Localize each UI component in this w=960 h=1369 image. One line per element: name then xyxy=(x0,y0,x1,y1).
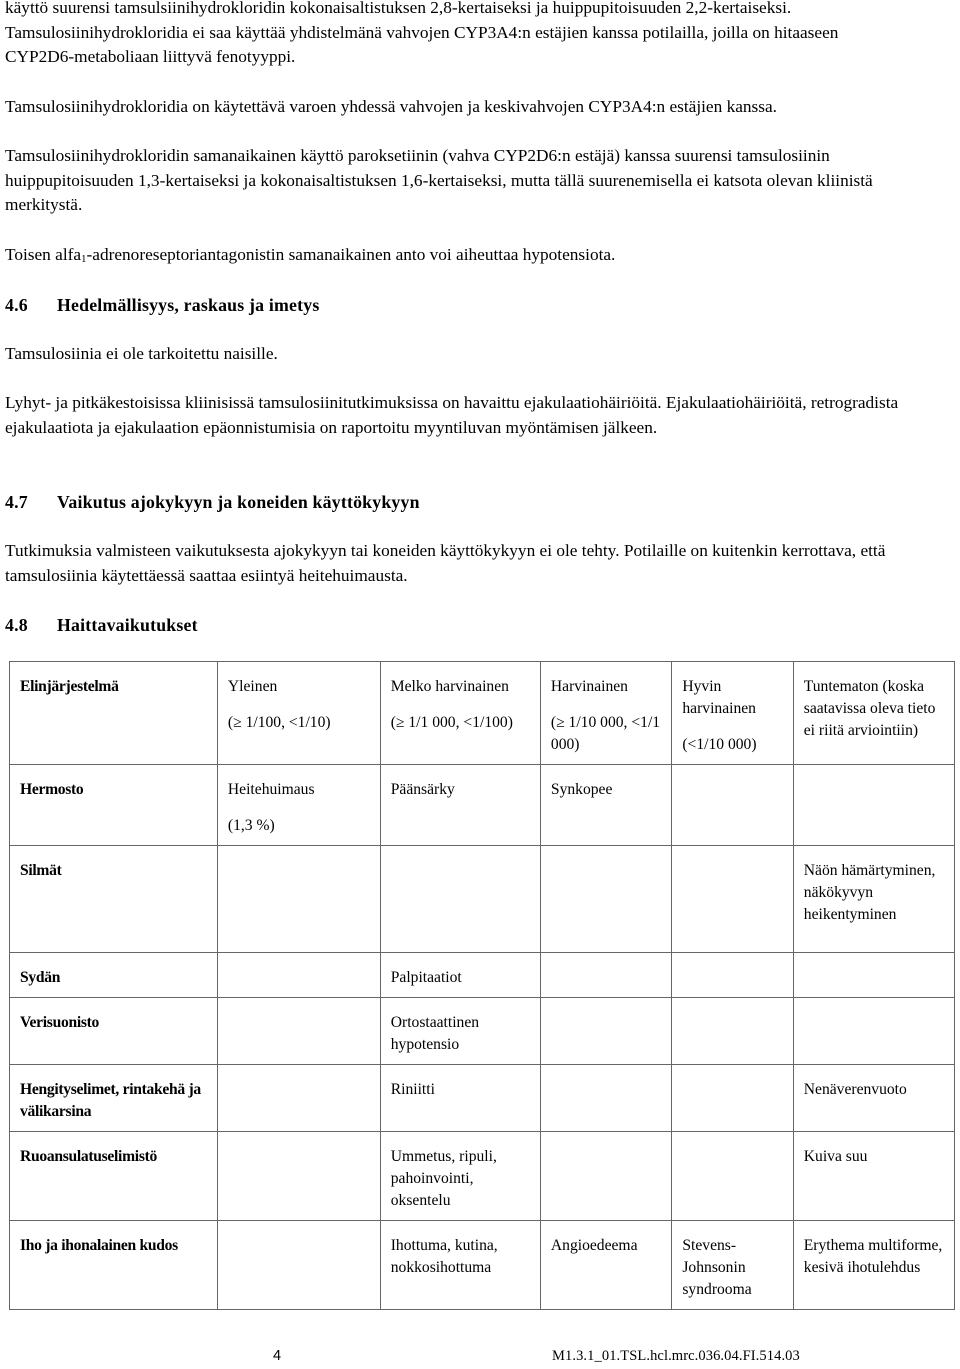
cell-uncommon xyxy=(380,846,540,953)
cell-unknown: Näön hämärtyminen, näkökyvyn heikentyminen xyxy=(793,846,954,953)
cell-common xyxy=(217,1065,380,1132)
cell-very-rare xyxy=(672,953,793,998)
paragraph-interactions-2: Tamsulosiinihydrokloridia on käytettävä varoen yhdessä vahvojen ja keskivahvojen CYP3A4:n estäjien kanssa. xyxy=(5,97,777,116)
header-organ: Elinjärjestelmä xyxy=(10,662,218,765)
heading-number: 4.6 xyxy=(5,295,28,315)
organ-cell: Hengityselimet, rintakehä ja välikarsina xyxy=(10,1065,218,1132)
header-very-rare: Hyvin harvinainen (<1/10 000) xyxy=(672,662,793,765)
table-row xyxy=(10,1065,955,1132)
cell-unknown: Kuiva suu xyxy=(793,1132,954,1221)
cell-rare xyxy=(540,953,671,998)
cell-uncommon: Palpitaatiot xyxy=(380,953,540,998)
cell-very-rare: Stevens-Johnsonin syndrooma xyxy=(672,1221,793,1310)
cell-unknown xyxy=(793,998,954,1065)
p4-text-b: -adrenoreseptoriantagonistin samanaikainen anto voi aiheuttaa hypotensiota. xyxy=(86,245,616,264)
table-row xyxy=(10,846,955,953)
cell-uncommon: Päänsärky xyxy=(380,765,540,846)
cell-unknown: Erythema multiforme, kesivä ihotulehdus xyxy=(793,1221,954,1310)
heading-text: Hedelmällisyys, raskaus ja imetys xyxy=(57,295,320,315)
organ-cell: Ruoansulatuselimistö xyxy=(10,1132,218,1221)
section-heading-4-6 xyxy=(5,293,319,318)
organ-cell: Verisuonisto xyxy=(10,998,218,1065)
cell-rare xyxy=(540,1065,671,1132)
section-heading-4-7 xyxy=(5,490,420,515)
heading-text: Vaikutus ajokykyyn ja koneiden käyttökykyyn xyxy=(57,492,420,512)
paragraph-interactions-4 xyxy=(5,243,905,268)
p4-subscript: 1 xyxy=(81,253,87,265)
cell-common xyxy=(217,953,380,998)
document-code: M1.3.1_01.TSL.hcl.mrc.036.04.FI.514.03 xyxy=(552,1348,800,1364)
cell-rare: Angioedeema xyxy=(540,1221,671,1310)
header-unknown: Tuntematon (koska saatavissa oleva tieto ei riitä arviointiin) xyxy=(793,662,954,765)
cell-uncommon: Ortostaattinen hypotensio xyxy=(380,998,540,1065)
cell-common: Heitehuimaus (1,3 %) xyxy=(217,765,380,846)
header-uncommon: Melko harvinainen (≥ 1/1 000, <1/100) xyxy=(380,662,540,765)
section-heading-4-8 xyxy=(5,613,198,638)
cell-very-rare xyxy=(672,998,793,1065)
organ-cell: Iho ja ihonalainen kudos xyxy=(10,1221,218,1310)
table-header-row xyxy=(10,662,955,765)
cell-very-rare xyxy=(672,1132,793,1221)
table-row xyxy=(10,1221,955,1310)
paragraph-fertility-2: Lyhyt- ja pitkäkestoisissa kliinisissä tamsulosiinitutkimuksissa on havaittu ejakulaatiohäiriöitä. Ejakulaatiohäiriöitä, retrogradista ejakulaatiota ja ejakulaation epäonnistumisia on raportoitu myyntiluvan myöntämisen jälkeen. xyxy=(5,393,899,437)
organ-cell: Silmät xyxy=(10,846,218,953)
adverse-effects-table xyxy=(9,661,955,1310)
paragraph-driving: Tutkimuksia valmisteen vaikutuksesta ajokykyyn tai koneiden käyttökykyyn ei ole tehty. Potilaille on kuitenkin kerrottava, että tamsulosiinia käytettäessä saattaa esiintyä heitehuimausta. xyxy=(5,541,886,585)
paragraph-fertility-1: Tamsulosiinia ei ole tarkoitettu naisille. xyxy=(5,344,278,363)
cell-very-rare xyxy=(672,765,793,846)
table-row xyxy=(10,998,955,1065)
cell-very-rare xyxy=(672,1065,793,1132)
paragraph-interactions-3: Tamsulosiinihydrokloridin samanaikainen käyttö paroksetiinin (vahva CYP2D6:n estäjä) kanssa suurensi tamsulosiinin huippupitoisuuden 1,3-kertaiseksi ja kokonaisaltistuksen 1,6-kertaiseksi, mutta tällä suurenemisella ei katsota olevan kliinistä merkitystä. xyxy=(5,146,873,215)
table-row xyxy=(10,765,955,846)
p4-text-a: Toisen alfa xyxy=(5,245,82,264)
organ-cell: Hermosto xyxy=(10,765,218,846)
header-common: Yleinen (≥ 1/100, <1/10) xyxy=(217,662,380,765)
heading-text: Haittavaikutukset xyxy=(57,615,198,635)
cell-unknown xyxy=(793,953,954,998)
cell-unknown: Nenäverenvuoto xyxy=(793,1065,954,1132)
cell-rare xyxy=(540,846,671,953)
cell-common xyxy=(217,846,380,953)
cell-uncommon: Riniitti xyxy=(380,1065,540,1132)
cell-very-rare xyxy=(672,846,793,953)
organ-cell: Sydän xyxy=(10,953,218,998)
cell-uncommon: Ihottuma, kutina, nokkosihottuma xyxy=(380,1221,540,1310)
heading-number: 4.8 xyxy=(5,615,28,635)
table-row xyxy=(10,1132,955,1221)
cell-rare xyxy=(540,1132,671,1221)
cell-rare xyxy=(540,998,671,1065)
heading-number: 4.7 xyxy=(5,492,28,512)
table-row xyxy=(10,953,955,998)
cell-common xyxy=(217,998,380,1065)
paragraph-interactions-1: käyttö suurensi tamsulsiinihydrokloridin kokonaisaltistuksen 2,8-kertaiseksi ja huippupitoisuuden 2,2-kertaiseksi. Tamsulosiinihydrokloridia ei saa käyttää yhdistelmänä vahvojen CYP3A4:n estäjien kanssa potilailla, joilla on hitaaseen CYP2D6-metaboliaan liittyvä fenotyyppi. xyxy=(5,0,839,67)
header-rare: Harvinainen (≥ 1/10 000, <1/1 000) xyxy=(540,662,671,765)
cell-uncommon: Ummetus, ripuli, pahoinvointi, oksentelu xyxy=(380,1132,540,1221)
page-number: 4 xyxy=(273,1348,282,1364)
cell-common xyxy=(217,1132,380,1221)
cell-common xyxy=(217,1221,380,1310)
cell-unknown xyxy=(793,765,954,846)
cell-rare: Synkopee xyxy=(540,765,671,846)
